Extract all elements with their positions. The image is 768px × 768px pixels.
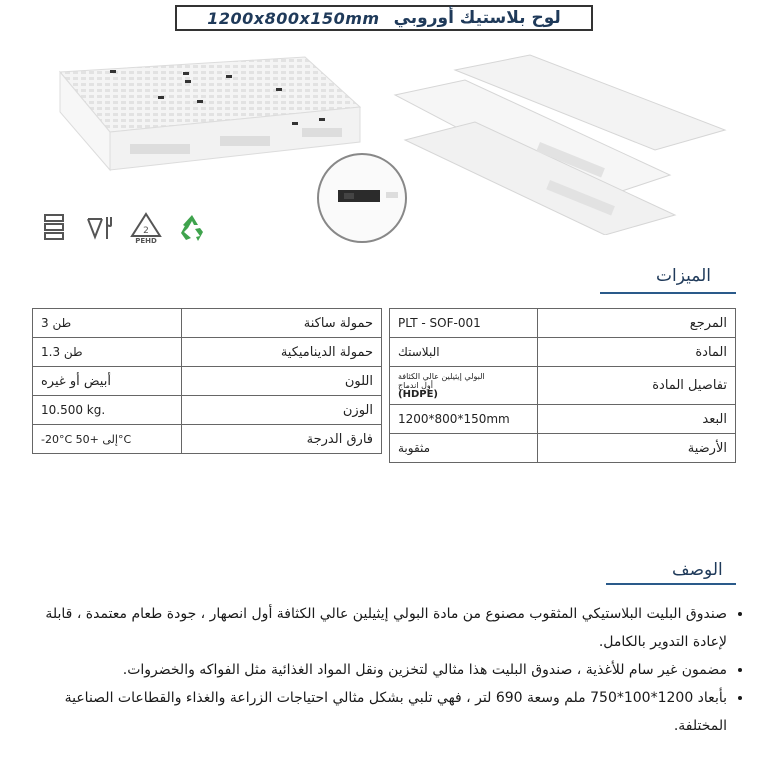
spec-value-line: (HDPE) [398, 389, 438, 400]
description-underline [606, 583, 736, 585]
description-heading: الوصف [672, 560, 723, 580]
spec-table-left [32, 308, 382, 454]
food-safe-icon [84, 212, 116, 244]
spec-row [390, 309, 736, 338]
spec-value: 3 طن [33, 309, 182, 338]
description-list [30, 600, 745, 740]
spec-row [390, 405, 736, 434]
pallet-image-bottom [390, 50, 735, 235]
spec-value: 1200*800*150mm [390, 405, 538, 434]
spec-label: فارق الدرجة [182, 425, 382, 454]
spec-value-multiline [390, 367, 538, 405]
spec-value: أبيض أو غيره [33, 367, 182, 396]
list-item: • بأبعاد 1200*100*750 ملم وسعة 690 لتر ، فهي تلبي بشكل مثالي احتياجات الزراعة والغذاء والقطاعات الصناعية المختلفة. [30, 684, 727, 740]
certification-icons [38, 212, 208, 244]
spec-row [390, 367, 736, 405]
spec-label: حمولة الديناميكية [182, 338, 382, 367]
spec-label: تفاصيل المادة [537, 367, 735, 405]
spec-value: -20°C إلى +50°C [33, 425, 182, 454]
spec-label: الوزن [182, 396, 382, 425]
spec-value: مثقوبة [390, 434, 538, 463]
spec-label: البعد [537, 405, 735, 434]
spec-row [390, 434, 736, 463]
list-item: • صندوق البليت البلاستيكي المثقوب مصنوع من مادة البولي إيثيلين عالي الكثافة أول انصهار ، جودة طعام معتمدة ، قابلة لإعادة التدوير بالكامل. [30, 600, 727, 656]
spec-label: المرجع [537, 309, 735, 338]
title-arabic: لوح بلاستيك أوروبي [393, 8, 561, 28]
spec-value-line: البولي إيثيلين عالي الكثافة [398, 372, 485, 381]
spec-value: البلاستك [390, 338, 538, 367]
spec-row [33, 425, 382, 454]
spec-value: 1.3 طن [33, 338, 182, 367]
stack-icon [38, 212, 70, 244]
spec-row [33, 309, 382, 338]
svg-text:2: 2 [143, 226, 149, 236]
spec-table-right [389, 308, 736, 463]
spec-row [33, 396, 382, 425]
title-dimensions: 1200x800x150mm [207, 8, 380, 28]
zoom-detail-image [316, 152, 408, 244]
features-heading: الميزات [656, 266, 711, 286]
spec-label: المادة [537, 338, 735, 367]
pehd-label: PEHD [135, 237, 157, 244]
spec-value-line: أول اندماج [398, 381, 433, 390]
spec-label: اللون [182, 367, 382, 396]
recycle-pehd-icon [130, 212, 162, 244]
spec-row [390, 338, 736, 367]
list-item: • مضمون غير سام للأغذية ، صندوق البليت هذا مثالي لتخزين ونقل المواد الغذائية مثل الفواكه والخضروات. [30, 656, 727, 684]
spec-row [33, 367, 382, 396]
spec-row [33, 338, 382, 367]
spec-label: الأرضية [537, 434, 735, 463]
features-underline [600, 292, 736, 294]
spec-value: PLT - SOF-001 [390, 309, 538, 338]
recycle-icon [176, 212, 208, 244]
title-box [175, 5, 593, 31]
spec-value: 10.500 kg. [33, 396, 182, 425]
spec-label: حمولة ساكنة [182, 309, 382, 338]
